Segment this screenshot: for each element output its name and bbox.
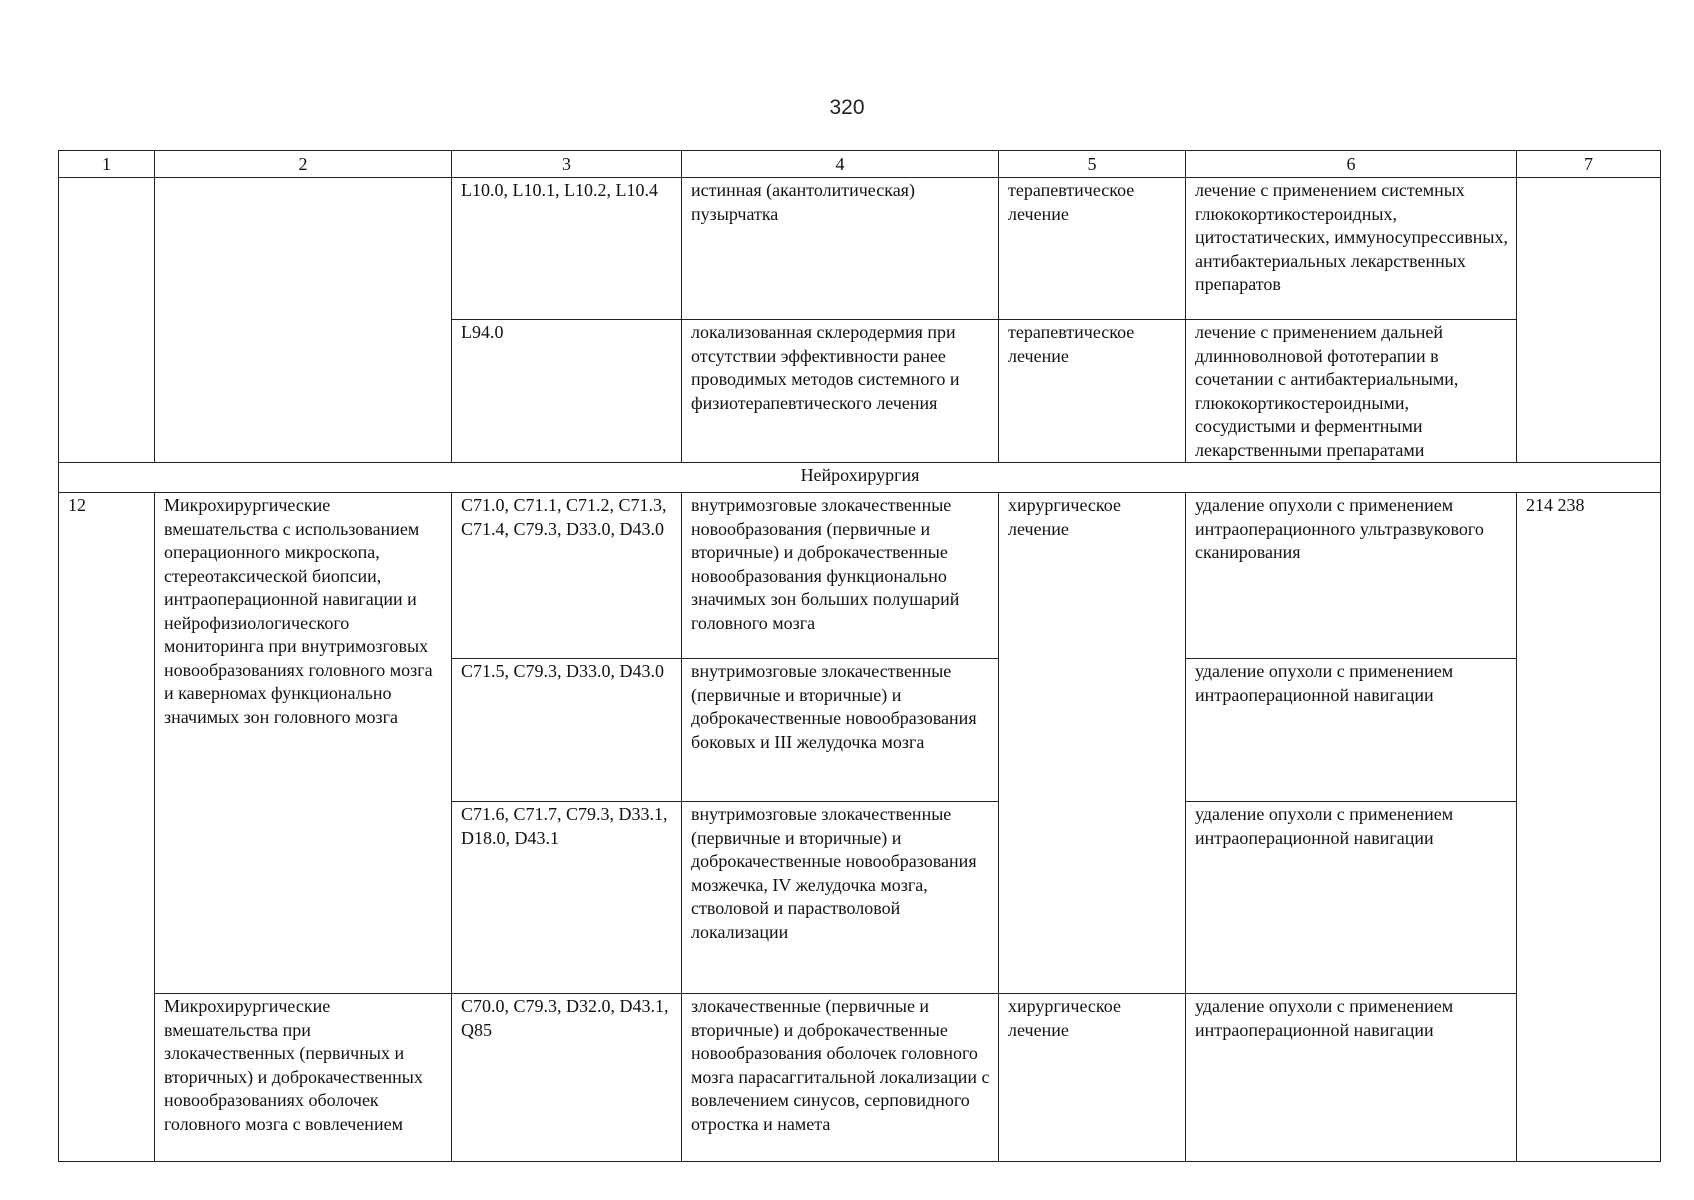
cost-cell: 214 238 — [1517, 493, 1661, 1162]
icd-codes-cell: L94.0 — [452, 320, 682, 463]
condition-cell: злокачественные (первичные и вторичные) и доброкачественные новообразования оболочек головного мозга парасаггитальной локализации с вовлечением синусов, серповидного отростка и намета — [682, 994, 999, 1162]
procedure-name-cell: Микрохирургические вмешательства с использованием операционного микроскопа, стереотаксической биопсии, интраоперационной навигации и нейрофизиологического мониторинга при внутримозговых новообразованиях головного мозга и каверномах функционально значимых зон головного мозга — [155, 493, 452, 994]
icd-codes-cell: C71.6, C71.7, C79.3, D33.1, D18.0, D43.1 — [452, 802, 682, 994]
treatment-method-cell: удаление опухоли с применением интраоперационной навигации — [1186, 994, 1517, 1162]
treatment-method-cell: лечение с применением системных глюкокортикостероидных, цитостатических, иммуносупрессивных, антибактериальных лекарственных препаратов — [1186, 178, 1517, 320]
cost-cell — [1517, 178, 1661, 463]
column-header: 1 — [59, 151, 155, 178]
column-header: 2 — [155, 151, 452, 178]
table-row — [59, 994, 1661, 1162]
table-row — [59, 178, 1661, 320]
column-number-header-row — [59, 151, 1661, 178]
section-row — [59, 463, 1661, 493]
condition-cell: внутримозговые злокачественные новообразования (первичные и вторичные) и доброкачественные новообразования функционально значимых зон больших полушарий головного мозга — [682, 493, 999, 659]
treatment-method-cell: удаление опухоли с применением интраоперационной навигации — [1186, 659, 1517, 802]
section-title: Нейрохирургия — [59, 463, 1661, 493]
column-header: 7 — [1517, 151, 1661, 178]
condition-cell: локализованная склеродермия при отсутствии эффективности ранее проводимых методов системного и физиотерапевтического лечения — [682, 320, 999, 463]
number-cell — [59, 178, 155, 463]
treatment-type-cell: хирургическое лечение — [999, 994, 1186, 1162]
group-number-cell: 12 — [59, 493, 155, 1162]
treatment-method-cell: удаление опухоли с применением интраоперационной навигации — [1186, 802, 1517, 994]
icd-codes-cell: L10.0, L10.1, L10.2, L10.4 — [452, 178, 682, 320]
icd-codes-cell: C71.0, C71.1, C71.2, C71.3, C71.4, C79.3, D33.0, D43.0 — [452, 493, 682, 659]
column-header: 6 — [1186, 151, 1517, 178]
treatment-type-cell: терапевтическое лечение — [999, 178, 1186, 320]
condition-cell: истинная (акантолитическая) пузырчатка — [682, 178, 999, 320]
medical-care-table — [58, 150, 1661, 1162]
column-header: 4 — [682, 151, 999, 178]
column-header: 3 — [452, 151, 682, 178]
icd-codes-cell: C70.0, C79.3, D32.0, D43.1, Q85 — [452, 994, 682, 1162]
treatment-method-cell: удаление опухоли с применением интраоперационного ультразвукового сканирования — [1186, 493, 1517, 659]
column-header: 5 — [999, 151, 1186, 178]
condition-cell: внутримозговые злокачественные (первичные и вторичные) и доброкачественные новообразования боковых и III желудочка мозга — [682, 659, 999, 802]
treatment-type-cell: хирургическое лечение — [999, 493, 1186, 994]
treatment-type-cell: терапевтическое лечение — [999, 320, 1186, 463]
table-row — [59, 493, 1661, 659]
procedure-name-cell — [155, 178, 452, 463]
treatment-method-cell: лечение с применением дальней длинноволновой фототерапии в сочетании с антибактериальными, глюкокортикостероидными, сосудистыми и ферментными лекарственными препаратами — [1186, 320, 1517, 463]
icd-codes-cell: C71.5, C79.3, D33.0, D43.0 — [452, 659, 682, 802]
page-number: 320 — [829, 96, 865, 119]
condition-cell: внутримозговые злокачественные (первичные и вторичные) и доброкачественные новообразования мозжечка, IV желудочка мозга, стволовой и парастволовой локализации — [682, 802, 999, 994]
procedure-name-cell: Микрохирургические вмешательства при злокачественных (первичных и вторичных) и доброкачественных новообразованиях оболочек головного мозга с вовлечением — [155, 994, 452, 1162]
